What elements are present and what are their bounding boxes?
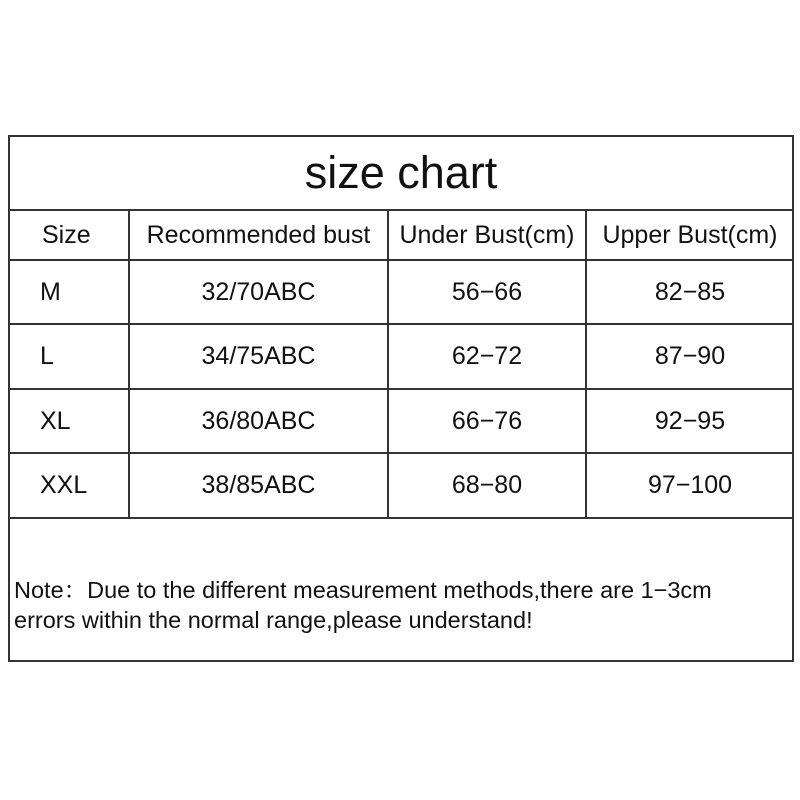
header-under-bust: Under Bust(cm) [399,220,575,249]
header-recommended-bust: Recommended bust [146,220,371,249]
column-divider [387,211,389,519]
chart-title: size chart [10,137,792,211]
cell-under-bust: 56−66 [451,277,523,306]
cell-upper-bust: 97−100 [647,471,733,499]
cell-under-bust: 68−80 [451,471,523,499]
cell-recommended-bust: 34/75ABC [201,342,316,370]
header-size: Size [42,220,91,249]
cell-recommended-bust: 36/80ABC [201,406,316,435]
cell-upper-bust: 82−85 [654,277,726,306]
cell-size: L [40,342,54,370]
cell-under-bust: 62−72 [451,342,523,370]
size-chart-table [8,135,794,662]
column-divider [585,211,587,519]
column-divider [128,211,130,519]
cell-upper-bust: 87−90 [654,342,726,370]
cell-size: XXL [40,471,88,499]
cell-size: M [40,277,61,306]
cell-size: XL [40,406,71,435]
cell-recommended-bust: 32/70ABC [201,277,316,306]
cell-recommended-bust: 38/85ABC [201,471,316,499]
cell-upper-bust: 92−95 [654,406,726,435]
note-line-2: errors within the normal range,please understand! [14,607,533,633]
measurement-note [14,575,790,635]
cell-under-bust: 66−76 [451,406,523,435]
note-line-1: Note：Due to the different measurement methods,there are 1−3cm [14,577,712,603]
header-upper-bust: Upper Bust(cm) [602,220,778,249]
